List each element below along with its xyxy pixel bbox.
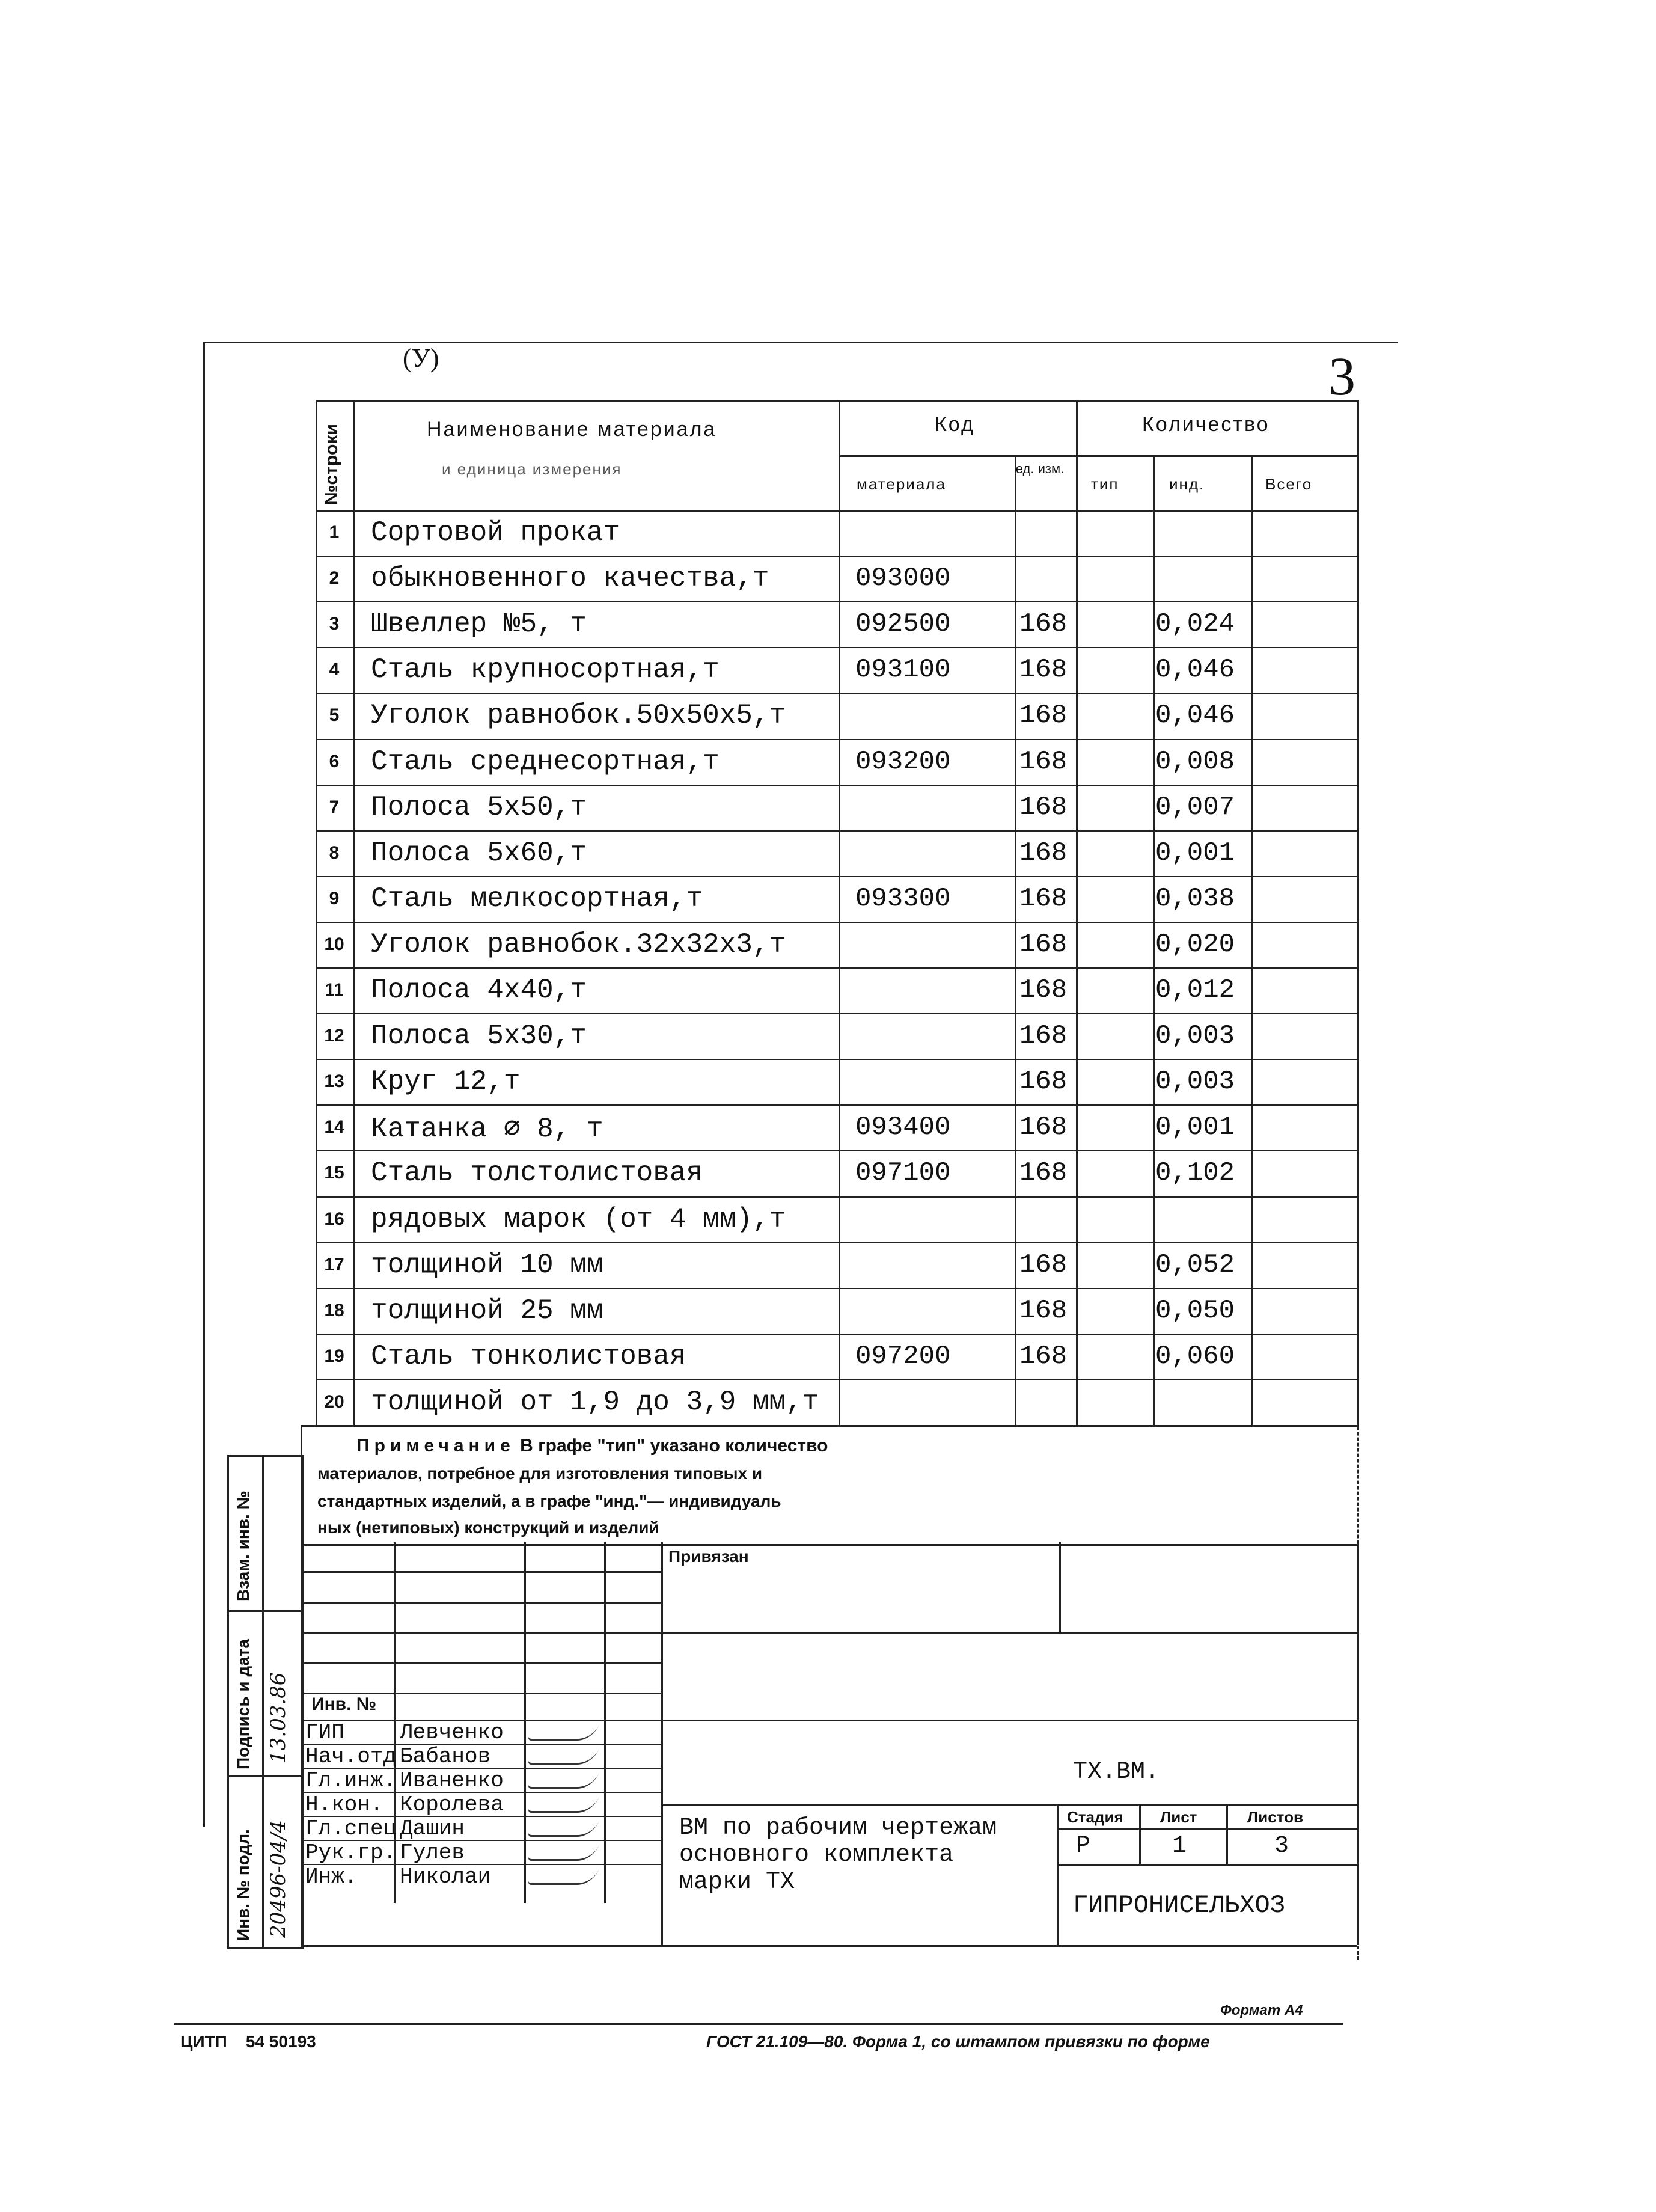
- quantity-individual: 0,038: [1155, 883, 1235, 914]
- unit-code: 168: [1019, 838, 1068, 868]
- material-code: [839, 510, 1031, 556]
- signature-role: Инж.: [305, 1864, 358, 1889]
- frame-top-line: [204, 342, 1398, 343]
- quantity-individual: [1153, 1379, 1254, 1425]
- material-name: Сортовой прокат: [371, 517, 620, 549]
- material-code: 093200: [855, 746, 951, 777]
- header-qty-total: Всего: [1265, 475, 1313, 493]
- material-code: [839, 1242, 1031, 1288]
- row-number: 5: [329, 705, 340, 726]
- row-number: 15: [324, 1163, 344, 1183]
- signature-scribble: [527, 1869, 599, 1885]
- quantity-individual: 0,008: [1155, 746, 1235, 777]
- side-vzam-label: Взам. инв. №: [234, 1490, 252, 1601]
- sheet-value: 1: [1172, 1833, 1187, 1860]
- signature-scribble: [527, 1821, 599, 1837]
- row-number: 9: [329, 888, 340, 908]
- unit-code: 168: [1019, 609, 1068, 640]
- material-code: [839, 693, 1031, 738]
- row-number: 16: [324, 1209, 344, 1229]
- row-number: 10: [324, 934, 344, 954]
- row-number: 19: [324, 1346, 344, 1366]
- signature-name: Николаи: [400, 1864, 491, 1889]
- sheet-mark: (У): [403, 343, 439, 373]
- quantity-individual: 0,102: [1155, 1158, 1235, 1189]
- signature-role: ГИП: [305, 1720, 344, 1745]
- side-inv-label: Инв. № подл.: [234, 1829, 252, 1941]
- unit-code: 168: [1019, 1295, 1068, 1326]
- row-number: 8: [329, 842, 340, 863]
- row-number: 20: [324, 1391, 344, 1412]
- signature-scribble: [527, 1724, 599, 1741]
- row-number: 13: [324, 1071, 344, 1092]
- material-name: обыкновенного качества,т: [371, 563, 769, 595]
- signature-scribble: [527, 1748, 599, 1765]
- footer-left: ЦИТП 54 50193: [180, 2032, 316, 2051]
- material-code: 097200: [855, 1341, 951, 1371]
- frame-left-line: [203, 342, 205, 1827]
- footer-gost: ГОСТ 21.109—80. Форма 1, со штампом привязки по форме: [706, 2032, 1210, 2051]
- material-name: Полоса 4х40,т: [371, 975, 587, 1006]
- material-name: Катанка ⌀ 8, т: [371, 1113, 603, 1145]
- signature-scribble: [527, 1845, 599, 1861]
- doc-code: ТХ.ВМ.: [1073, 1759, 1160, 1786]
- signature-name: Королева: [400, 1792, 504, 1817]
- inv-no-label: Инв. №: [311, 1694, 377, 1714]
- frame-bottom-line: [174, 2023, 1343, 2025]
- unit-code: 168: [1019, 1021, 1068, 1052]
- note-heading: Примечание: [356, 1436, 515, 1456]
- quantity-individual: 0,003: [1155, 1021, 1235, 1052]
- stage-header: Стадия: [1067, 1808, 1123, 1826]
- signature-scribble: [527, 1772, 599, 1789]
- material-name: толщиной 25 мм: [371, 1294, 603, 1326]
- material-name: толщиной от 1,9 до 3,9 мм,т: [371, 1386, 819, 1418]
- header-row-number: №строки: [322, 424, 341, 505]
- unit-code: 168: [1019, 655, 1068, 685]
- material-code: 093400: [855, 1112, 951, 1143]
- header-name-2: и единица измерения: [442, 460, 622, 478]
- material-name: Полоса 5х30,т: [371, 1020, 587, 1052]
- signature-name: Гулев: [400, 1840, 465, 1865]
- header-qty-type: тип: [1091, 475, 1119, 493]
- row-number: 18: [324, 1300, 344, 1320]
- side-podpis-label: Подпись и дата: [234, 1639, 252, 1769]
- row-number: 6: [329, 751, 340, 771]
- title-block: [301, 1542, 1357, 1945]
- signature-role: Рук.гр.: [305, 1840, 397, 1865]
- sheets-header: Листов: [1247, 1808, 1303, 1826]
- signature-scribble: [527, 1797, 599, 1813]
- unit-code: 168: [1019, 700, 1068, 731]
- stage-value: Р: [1076, 1833, 1091, 1860]
- quantity-individual: 0,012: [1155, 975, 1235, 1006]
- material-name: Сталь крупносортная,т: [371, 654, 720, 686]
- side-stamp: [227, 1455, 304, 1949]
- material-name: Уголок равнобок.32х32х3,т: [371, 928, 786, 960]
- note-line-2: материалов, потребное для изготовления типовых и: [317, 1464, 763, 1483]
- signature-role: Нач.отд.: [305, 1744, 409, 1769]
- quantity-individual: 0,003: [1155, 1067, 1235, 1097]
- quantity-individual: 0,046: [1155, 700, 1235, 731]
- row-number: 17: [324, 1254, 344, 1275]
- unit-code: [1015, 1379, 1081, 1425]
- unit-code: [1015, 556, 1081, 601]
- page-number: 3: [1328, 347, 1355, 406]
- quantity-individual: 0,001: [1155, 838, 1235, 868]
- material-name: Швеллер №5, т: [371, 608, 587, 640]
- material-name: толщиной 10 мм: [371, 1249, 603, 1281]
- material-code: [839, 967, 1031, 1013]
- unit-code: 168: [1019, 883, 1068, 914]
- quantity-individual: 0,060: [1155, 1341, 1235, 1371]
- footer-format: Формат А4: [1220, 2002, 1303, 2018]
- quantity-individual: [1153, 510, 1254, 556]
- unit-code: 168: [1019, 746, 1068, 777]
- signature-role: Н.кон.: [305, 1792, 383, 1817]
- row-number: 12: [324, 1026, 344, 1046]
- quantity-individual: 0,052: [1155, 1249, 1235, 1280]
- quantity-individual: [1153, 556, 1254, 601]
- signature-name: Дашин: [400, 1816, 465, 1841]
- unit-code: 168: [1019, 1249, 1068, 1280]
- material-code: [839, 1379, 1031, 1425]
- material-code: 093100: [855, 655, 951, 685]
- note-block: [301, 1425, 1359, 1546]
- unit-code: 168: [1019, 975, 1068, 1006]
- material-name: рядовых марок (от 4 мм),т: [371, 1203, 786, 1235]
- material-code: [839, 1196, 1031, 1242]
- material-code: 093000: [855, 563, 951, 594]
- note-line-4: ных (нетиповых) конструкций и изделий: [317, 1518, 659, 1537]
- material-code: 097100: [855, 1158, 951, 1189]
- material-name: Сталь тонколистовая: [371, 1340, 686, 1372]
- header-code: Код: [935, 413, 975, 436]
- quantity-individual: 0,024: [1155, 609, 1235, 640]
- row-number: 4: [329, 660, 340, 680]
- sheet-header: Лист: [1160, 1808, 1197, 1826]
- quantity-individual: 0,001: [1155, 1112, 1235, 1143]
- material-code: [839, 922, 1031, 967]
- quantity-individual: 0,046: [1155, 655, 1235, 685]
- quantity-individual: 0,050: [1155, 1295, 1235, 1326]
- quantity-individual: 0,020: [1155, 929, 1235, 960]
- note-line-1: В графе "тип" указано количество: [515, 1436, 828, 1456]
- side-date-handwritten: 13.03.86: [266, 1672, 290, 1763]
- signature-name: Иваненко: [400, 1768, 504, 1793]
- material-name: Круг 12,т: [371, 1066, 521, 1098]
- signature-name: Бабанов: [400, 1744, 491, 1769]
- material-name: Полоса 5х50,т: [371, 791, 587, 823]
- material-name: Сталь мелкосортная,т: [371, 883, 703, 915]
- row-number: 2: [329, 568, 340, 589]
- note-line-3: стандартных изделий, а в графе "инд."— индивидуаль: [317, 1492, 781, 1510]
- unit-code: 168: [1019, 929, 1068, 960]
- unit-code: [1015, 1196, 1081, 1242]
- unit-code: 168: [1019, 1112, 1068, 1143]
- unit-code: 168: [1019, 792, 1068, 823]
- sheets-value: 3: [1274, 1833, 1289, 1860]
- header-qty-ind: инд.: [1169, 475, 1205, 493]
- material-code: [839, 1059, 1031, 1104]
- signature-name: Левченко: [400, 1720, 504, 1745]
- materials-table: [316, 400, 1357, 1425]
- material-name: Полоса 5х60,т: [371, 837, 587, 869]
- signature-role: Гл.инж.: [305, 1768, 397, 1793]
- unit-code: [1015, 510, 1081, 556]
- material-name: Сталь толстолистовая: [371, 1157, 703, 1189]
- row-number: 11: [325, 980, 344, 1000]
- material-code: [839, 1013, 1031, 1059]
- material-name: Сталь среднесортная,т: [371, 746, 720, 777]
- header-code-unit: ед. изм.: [1015, 461, 1065, 476]
- material-code: 092500: [855, 609, 951, 640]
- row-number: 14: [324, 1117, 344, 1138]
- privyazan-label: Привязан: [668, 1547, 749, 1566]
- row-number: 1: [329, 522, 340, 543]
- quantity-individual: [1153, 1196, 1254, 1242]
- material-name: Уголок равнобок.50х50х5,т: [371, 700, 786, 732]
- material-code: [839, 1288, 1031, 1334]
- row-number: 7: [329, 797, 340, 817]
- unit-code: 168: [1019, 1067, 1068, 1097]
- doc-title-3: марки ТХ: [679, 1869, 795, 1896]
- unit-code: 168: [1019, 1158, 1068, 1189]
- doc-title-1: ВМ по рабочим чертежам: [679, 1815, 997, 1842]
- organization-name: ГИПРОНИСЕЛЬХОЗ: [1073, 1891, 1285, 1920]
- side-inv-handwritten: 20496-04/4: [266, 1820, 290, 1938]
- signature-role: Гл.спец.: [305, 1816, 409, 1841]
- doc-title-2: основного комплекта: [679, 1842, 954, 1869]
- material-code: [839, 785, 1031, 830]
- material-code: [839, 830, 1031, 876]
- header-name-1: Наименование материала: [427, 418, 717, 441]
- material-code: 093300: [855, 883, 951, 914]
- unit-code: 168: [1019, 1341, 1068, 1371]
- row-number: 3: [329, 614, 340, 634]
- header-code-material: материала: [857, 475, 946, 493]
- header-quantity: Количество: [1142, 413, 1270, 436]
- quantity-individual: 0,007: [1155, 792, 1235, 823]
